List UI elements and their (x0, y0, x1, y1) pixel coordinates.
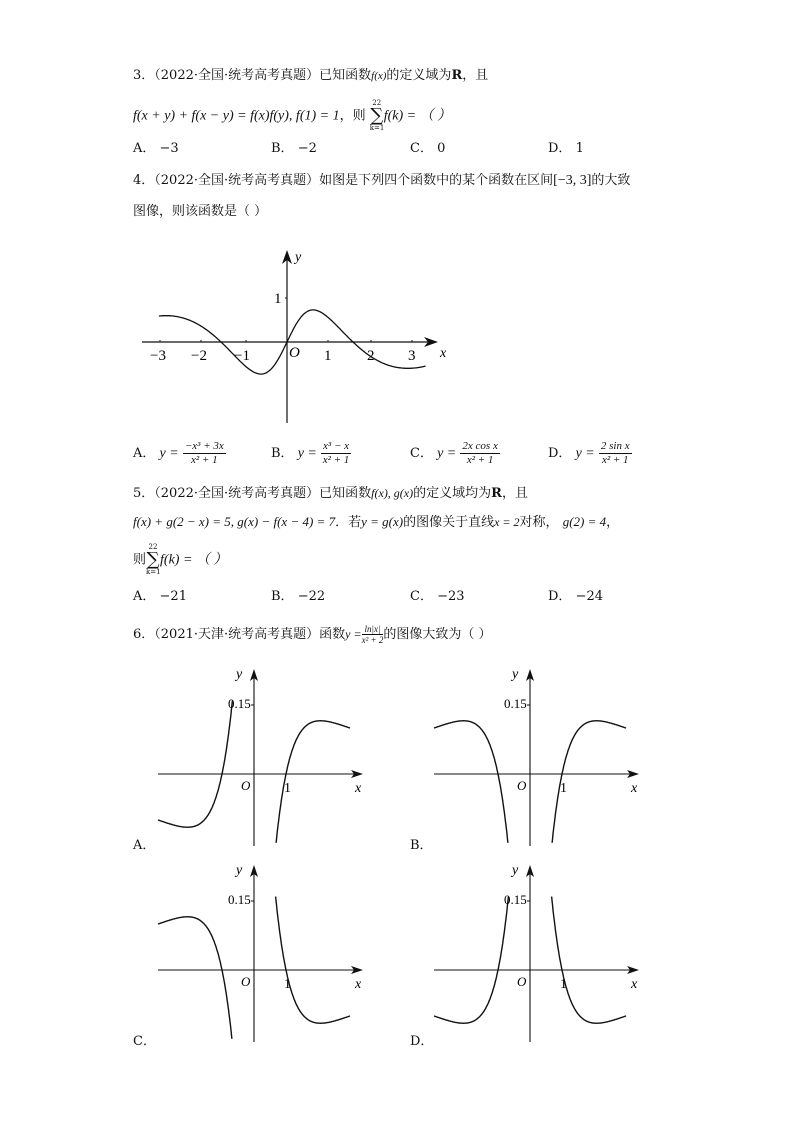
q5-stem-line3 (133, 544, 227, 576)
numerator: −x³ + 3x (184, 440, 224, 452)
q5-stem-text2: 的定义域均为 (413, 486, 492, 501)
option-label: C． (410, 589, 433, 604)
q3-stem-line1 (133, 68, 488, 84)
option-fraction (321, 440, 351, 467)
q6-option-a-label[interactable]: A． (133, 838, 156, 853)
q4-option-a[interactable] (133, 440, 226, 467)
numerator: x³ − x (323, 440, 350, 452)
q6-option-c-label[interactable]: C． (133, 1034, 156, 1049)
option-lhs: y = (575, 446, 595, 461)
option-value: −23 (437, 589, 465, 604)
option-lhs: y = (437, 446, 457, 461)
option-label: B． (271, 446, 294, 461)
x-tick-label: 1 (324, 348, 332, 364)
q5-number: 5． (133, 486, 155, 501)
numerator: ln|x| (362, 624, 384, 635)
x-tick-label: 1 (560, 781, 567, 796)
y-tick-label: 0.15 (228, 892, 251, 907)
denominator: x² + 1 (191, 454, 218, 466)
x-tick-label: −2 (191, 348, 207, 364)
q4-stem-text: 如图是下列四个函数中的某个函数在区间 (319, 173, 554, 188)
q3-then: ，则 (339, 108, 366, 124)
q5-sum-term: f(k) = （ ） (160, 552, 228, 568)
x-tick-label: 1 (284, 781, 291, 796)
q3-sum-top: 22 (372, 99, 382, 107)
q3-sum (370, 100, 384, 132)
q6-fraction (362, 624, 384, 645)
q4-number: 4． (133, 173, 155, 188)
q5-then: 则 (133, 552, 147, 568)
q6-stem (133, 623, 492, 646)
option-label: A． (133, 589, 156, 604)
option-value: −21 (159, 589, 187, 604)
origin-label: O (289, 345, 300, 361)
q6-graph-c[interactable] (150, 856, 390, 1046)
x-tick-label: 1 (560, 977, 567, 992)
q3-stem-text2: 的定义域为 (386, 68, 452, 83)
option-label: D． (548, 446, 572, 461)
q4-stem-text2: 的大致 (591, 173, 631, 188)
q5-option-a[interactable] (133, 589, 187, 605)
origin-label: O (517, 974, 527, 989)
option-label: B． (271, 589, 294, 604)
y-axis-label: y (512, 863, 519, 878)
q5-g2: g(2) = 4 (562, 514, 607, 529)
q5-source: （2022·全国·统考高考真题） (154, 486, 320, 501)
q4-source: （2022·全国·统考高考真题） (154, 173, 320, 188)
numerator: 2 sin x (600, 440, 630, 452)
option-value: −22 (297, 589, 326, 604)
function-curve (276, 897, 350, 1024)
option-fraction (183, 440, 226, 467)
x-tick-label: −3 (150, 348, 166, 364)
q3-reals: R (451, 68, 463, 83)
q3-source: （2022·全国·统考高考真题） (154, 68, 320, 83)
q3-stem-text: 已知函数 (319, 68, 372, 83)
q3-option-d[interactable] (548, 141, 584, 157)
q6-option-d-label[interactable]: D． (410, 1034, 434, 1049)
origin-label: O (517, 778, 527, 793)
origin-label: O (241, 778, 251, 793)
q3-number: 3． (133, 68, 155, 83)
q5-stem-text: 已知函数 (319, 486, 372, 501)
x-tick-label: 3 (408, 348, 416, 364)
option-label: A． (133, 446, 156, 461)
q4-option-c[interactable] (410, 440, 500, 467)
q6-graph-d[interactable] (426, 856, 666, 1046)
x-tick-label: 2 (367, 348, 375, 364)
q4-graph (135, 245, 455, 430)
q3-stem-line2 (133, 100, 451, 132)
q3-fx: f(x) (371, 70, 387, 82)
q6-stem-text: 函数 (319, 627, 346, 642)
denominator: x² + 1 (601, 454, 629, 466)
q5-sum-bot: k=1 (146, 568, 161, 576)
function-curve (434, 897, 508, 1024)
option-label: D． (548, 589, 572, 604)
option-value: 0 (437, 141, 446, 156)
q4-stem-line1 (133, 173, 630, 189)
q5-equation: f(x) + g(2 − x) = 5, g(x) − f(x − 4) = 7 (133, 514, 336, 529)
q4-option-d[interactable] (548, 440, 632, 467)
q5-line: x = 2 (494, 515, 520, 529)
q5-text: ．若 (335, 515, 362, 530)
y-tick-label: 0.15 (228, 696, 251, 711)
q5-stem-line1 (133, 485, 528, 502)
option-label: C． (410, 141, 433, 156)
q3-option-b[interactable] (271, 141, 317, 157)
option-value: −3 (159, 141, 179, 156)
q5-reals: R (491, 486, 502, 501)
option-fraction (599, 440, 632, 467)
x-tick-label: −1 (234, 348, 250, 364)
x-axis-label: x (631, 781, 638, 796)
q5-option-d[interactable] (548, 589, 603, 605)
x-axis-label: x (355, 977, 362, 992)
function-curve (552, 897, 626, 1024)
q5-stem-line2 (133, 514, 619, 531)
y-axis-label: y (512, 667, 519, 682)
option-value: −24 (575, 589, 604, 604)
q3-sum-term: f(k) = （ ） (383, 108, 452, 124)
numerator: 2x cos x (462, 440, 498, 452)
option-label: A． (133, 141, 156, 156)
q3-sum-bot: k=1 (369, 124, 385, 132)
q5-functions: f(x), g(x) (371, 486, 414, 500)
q5-option-b[interactable] (271, 589, 325, 605)
x-axis-label: x (440, 346, 447, 361)
q4-interval: [−3, 3] (553, 173, 592, 188)
option-lhs: y = (159, 446, 179, 461)
option-label: C． (410, 446, 433, 461)
x-tick-label: 1 (284, 977, 291, 992)
q3-equation: f(x + y) + f(x − y) = f(x)f(y), f(1) = 1 (133, 108, 340, 124)
q6-source: （2021·天津·统考高考真题） (154, 627, 320, 642)
q5-sum-top: 22 (148, 543, 158, 551)
y-axis-label: y (295, 250, 302, 265)
y-tick-label: 1 (274, 291, 282, 307)
q5-text3: 对称， (519, 515, 559, 530)
y-axis-label: y (236, 863, 243, 878)
q6-number: 6． (133, 627, 155, 642)
q5-text2: 的图像关于直线 (403, 515, 495, 530)
option-value: −2 (297, 141, 317, 156)
q6-option-b-label[interactable]: B． (410, 838, 433, 853)
q5-text4: ， (606, 515, 620, 530)
option-lhs: y = (297, 446, 317, 461)
q5-option-c[interactable] (410, 589, 465, 605)
denominator: x² + 1 (466, 454, 494, 466)
function-curve (434, 721, 508, 843)
origin-label: O (241, 974, 251, 989)
q6-graph-b[interactable] (426, 660, 666, 850)
y-tick-label: 0.15 (504, 892, 527, 907)
denominator: x² + 2 (361, 635, 384, 645)
q4-stem-line2 (133, 204, 267, 220)
q5-sum (146, 544, 160, 576)
option-value: 1 (575, 141, 584, 156)
sigma-symbol: ∑ (370, 105, 384, 126)
q5-stem-text3: ，且 (501, 486, 528, 501)
option-label: B． (271, 141, 294, 156)
function-curve (158, 917, 232, 1039)
option-fraction (460, 440, 499, 467)
q6-graph-a[interactable] (150, 660, 390, 850)
q3-stem-text3: ，且 (462, 68, 489, 83)
function-curve (158, 701, 232, 828)
option-label: D． (548, 141, 572, 156)
y-axis-label: y (236, 667, 243, 682)
y-tick-label: 0.15 (504, 696, 527, 711)
q6-lhs: y = (345, 627, 362, 641)
q5-ygx: y = g(x) (361, 514, 404, 529)
x-axis-label: x (355, 781, 362, 796)
q4-option-b[interactable] (271, 440, 351, 467)
sigma-symbol: ∑ (146, 549, 160, 570)
denominator: x² + 1 (322, 454, 350, 466)
q3-option-a[interactable] (133, 141, 179, 157)
q6-stem-text2: 的图像大致为（ ） (383, 627, 492, 642)
q3-option-c[interactable] (410, 141, 445, 157)
q4-stem-text3: 图像，则该函数是（ ） (133, 204, 268, 219)
x-axis-label: x (631, 977, 638, 992)
